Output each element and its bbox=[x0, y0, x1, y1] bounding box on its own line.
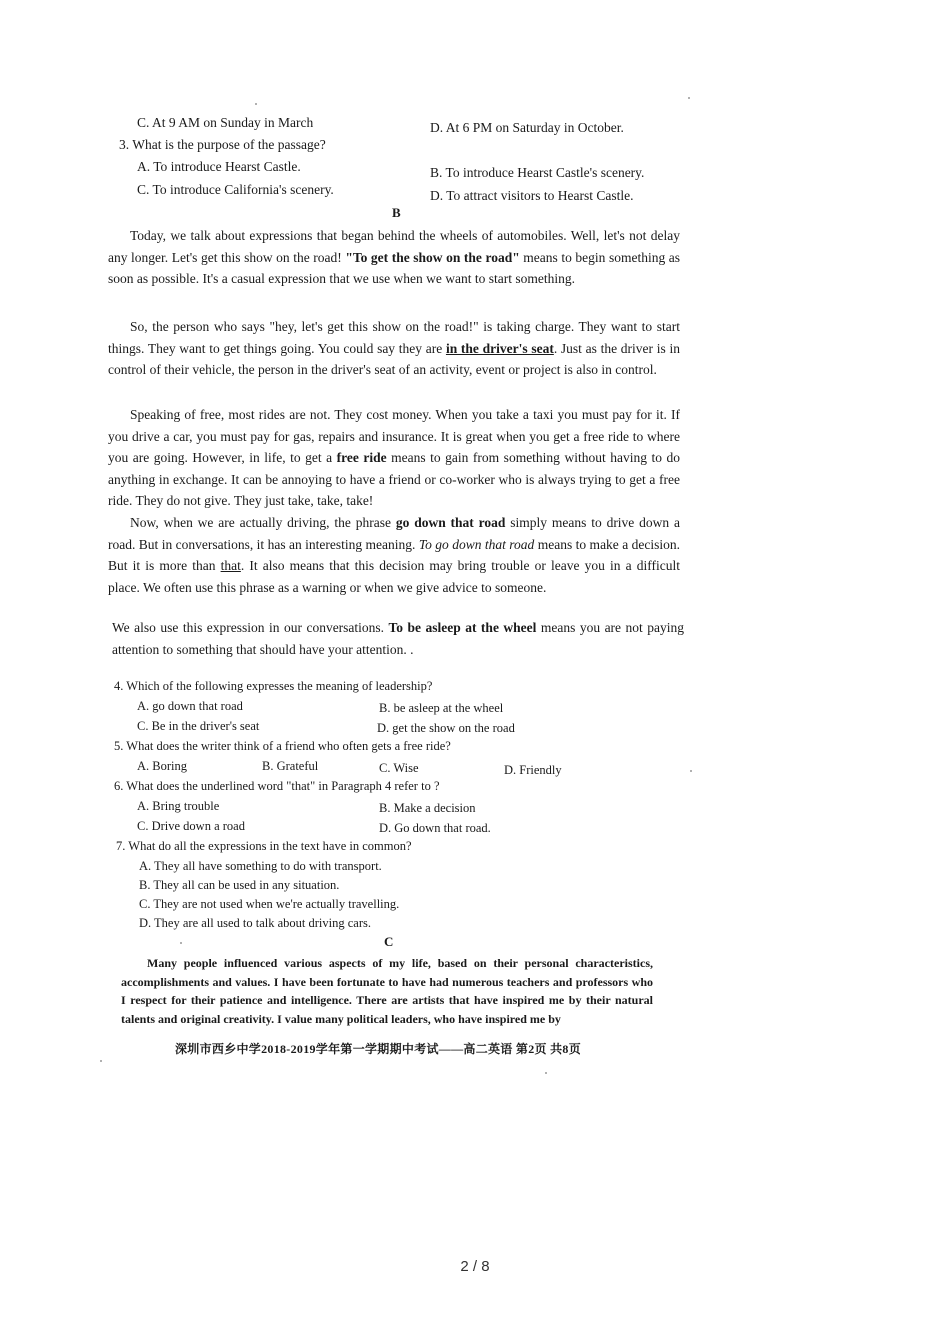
q7-question: 7. What do all the expressions in the text have in common? bbox=[116, 839, 412, 853]
p2-text-2: . Just as the driver is in control of their vehicle, the person in the driver's seat of an activity, event or project is also in control. bbox=[108, 340, 680, 377]
p1-text-2: means to begin something as soon as possible. It's a casual expression that we use when we want to start something. bbox=[108, 249, 681, 286]
q6-option-d: D. Go down that road. bbox=[379, 821, 491, 835]
p5-text-2: means you are not paying attention to something that should have your attention. . bbox=[112, 620, 684, 657]
scan-speck bbox=[255, 103, 257, 105]
q6-option-a: A. Bring trouble bbox=[137, 799, 220, 813]
q4-option-c: C. Be in the driver's seat bbox=[137, 719, 260, 733]
q5-option-d: D. Friendly bbox=[504, 763, 562, 777]
scan-speck bbox=[690, 770, 692, 772]
passage-b-paragraph-5 bbox=[112, 617, 684, 660]
p4-bold: go down that road bbox=[395, 515, 506, 530]
p2-text-1: So, the person who says "hey, let's get this show on the road!" is taking charge. They want to start things. They want to get things going. You could say they are bbox=[108, 319, 680, 356]
p3-bold: free ride bbox=[336, 450, 387, 465]
p4-text-3: means to make a decision. But it is more than bbox=[108, 536, 680, 573]
page-number-indicator: 2 / 8 bbox=[460, 1258, 490, 1275]
p4-text-1: Now, when we are actually driving, the phrase bbox=[130, 515, 396, 530]
q4-option-b: B. be asleep at the wheel bbox=[379, 701, 504, 715]
p1-text-1: Today, we talk about expressions that began behind the wheels of automobiles. Well, let's not delay any longer. Let's get this show on the road! bbox=[108, 228, 680, 265]
p1-bold: "To get the show on the road" bbox=[345, 249, 520, 265]
p4-underlined-that: that bbox=[220, 558, 241, 573]
q3-option-c: C. To introduce California's scenery. bbox=[137, 182, 334, 197]
q7-option-a: A. They all have something to do with transport. bbox=[139, 859, 382, 873]
q4-option-d: D. get the show on the road bbox=[377, 721, 515, 735]
q2-option-c: C. At 9 AM on Sunday in March bbox=[137, 115, 314, 130]
q7-option-d: D. They are all used to talk about driving cars. bbox=[139, 916, 371, 930]
p3-text-1: Speaking of free, most rides are not. They cost money. When you take a taxi you must pay for it. If you drive a car, you must pay for gas, repairs and insurance. It is great when you get a free ride to where you are going. However, in life, to get a bbox=[108, 407, 680, 465]
p5-text-1: We also use this expression in our conversations. bbox=[112, 620, 389, 635]
passage-c-paragraph-1: Many people influenced various aspects of my life, based on their personal characteristics, accomplishments and values. I have been fortunate to have had numerous teachers and professors who I respect for their patience and intelligence. There are artists that have inspired me by their natural talents and original creativity. I value many political leaders, who have inspired me by bbox=[121, 956, 653, 1026]
q3-question: 3. What is the purpose of the passage? bbox=[119, 137, 326, 152]
p4-text-2: simply means to drive down a road. But in conversations, it has an interesting meaning. bbox=[108, 515, 680, 552]
scan-speck bbox=[545, 1072, 547, 1074]
passage-b-paragraph-2 bbox=[108, 316, 680, 381]
q3-option-a: A. To introduce Hearst Castle. bbox=[137, 159, 301, 174]
q6-option-c: C. Drive down a road bbox=[137, 819, 245, 833]
q5-option-c: C. Wise bbox=[379, 761, 419, 775]
p2-bold: in the driver's seat bbox=[445, 340, 554, 356]
q7-option-b: B. They all can be used in any situation. bbox=[139, 878, 340, 892]
passage-b-paragraph-4 bbox=[108, 512, 680, 598]
page-footer: 深圳市西乡中学2018-2019学年第一学期期中考试——高二英语 第2页 共8页 bbox=[175, 1042, 581, 1056]
scan-speck bbox=[180, 942, 182, 944]
q5-option-a: A. Boring bbox=[137, 759, 187, 773]
q3-option-b: B. To introduce Hearst Castle's scenery. bbox=[430, 165, 645, 180]
q3-option-d: D. To attract visitors to Hearst Castle. bbox=[430, 188, 634, 203]
q6-option-b: B. Make a decision bbox=[379, 801, 476, 815]
passage-b-paragraph-1 bbox=[108, 225, 680, 290]
scan-speck bbox=[100, 1060, 102, 1062]
p5-bold: To be asleep at the wheel bbox=[388, 620, 537, 635]
section-b-heading: B bbox=[392, 205, 401, 220]
scan-speck bbox=[688, 97, 690, 99]
q4-option-a: A. go down that road bbox=[137, 699, 243, 713]
q5-question: 5. What does the writer think of a friend who often gets a free ride? bbox=[114, 739, 451, 753]
p3-text-2: means to gain from something without having to do anything in exchange. It can be annoying to have a friend or co-worker who is always trying to get a free ride. They do not give. They just take, take, take! bbox=[108, 450, 680, 508]
q5-option-b: B. Grateful bbox=[262, 759, 319, 773]
p4-italic: To go down that road bbox=[418, 536, 535, 552]
q4-question: 4. Which of the following expresses the meaning of leadership? bbox=[114, 679, 433, 693]
q6-question: 6. What does the underlined word "that" in Paragraph 4 refer to ? bbox=[114, 779, 440, 793]
q2-option-d: D. At 6 PM on Saturday in October. bbox=[430, 120, 624, 135]
section-c-heading: C bbox=[384, 934, 394, 949]
passage-b-paragraph-3 bbox=[108, 404, 680, 512]
p4-text-4: . It also means that this decision may bring trouble or leave you in a difficult place. We often use this phrase as a warning or when we give advice to someone. bbox=[108, 558, 680, 595]
q7-option-c: C. They are not used when we're actually travelling. bbox=[139, 897, 400, 911]
